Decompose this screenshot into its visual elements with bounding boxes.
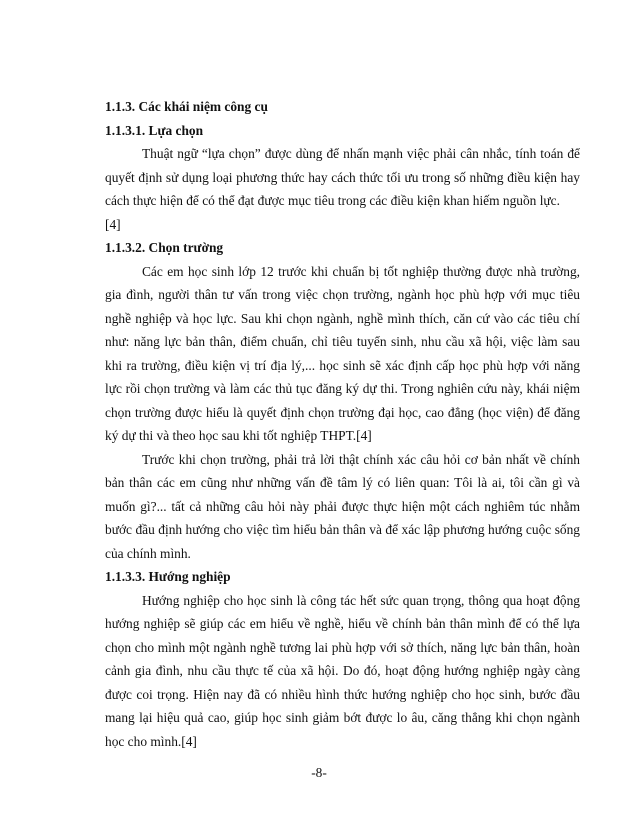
paragraph-lua-chon: Thuật ngữ “lựa chọn” được dùng để nhấn mạnh việc phải cân nhắc, tính toán để quyết định sử dụng loại phương thức hay cách thức tối ưu trong số những điều kiện hay cách thực hiện để có thể đạt được mục tiêu trong các điều kiện khan hiếm nguồn lực. (105, 146, 580, 208)
subsection-heading-huong-nghiep: 1.1.3.3. Hướng nghiệp (105, 569, 231, 584)
subsection-heading-chon-truong: 1.1.3.2. Chọn trường (105, 240, 224, 255)
reference-marker: [4] (105, 216, 121, 232)
subsection-heading-lua-chon: 1.1.3.1. Lựa chọn (105, 122, 204, 138)
section-heading: 1.1.3. Các khái niệm công cụ (105, 99, 268, 114)
page-content (105, 95, 580, 753)
paragraph-huong-nghiep: Hướng nghiệp cho học sinh là công tác hết sức quan trọng, thông qua hoạt động hướng nghiệp sẽ giúp các em hiểu về nghề, hiểu về chính bản thân mình để có thể lựa chọn cho mình một ngành nghề tương lai phù hợp với sở thích, năng lực bản thân, hoàn cảnh gia đình, nhu cầu thực tế của xã hội. Do đó, hoạt động hướng nghiệp ngày càng được coi trọng. Hiện nay đã có nhiều hình thức hướng nghiệp cho học sinh, bước đầu mang lại hiệu quả cao, giúp học sinh giảm bớt được lo âu, căng thẳng khi chọn ngành học cho mình.[4] (105, 592, 580, 749)
paragraph-chon-truong-1: Các em học sinh lớp 12 trước khi chuẩn bị tốt nghiệp thường được nhà trường, gia đình, người thân tư vấn trong việc chọn trường, ngành học phù hợp với mục tiêu nghề nghiệp và học lực. Sau khi chọn ngành, nghề mình thích, căn cứ vào các tiêu chí như: năng lực bản thân, điểm chuẩn, chỉ tiêu tuyển sinh, nhu cầu xã hội, việc làm sau khi ra trường, điều kiện vị trí địa lý,... học sinh sẽ xác định cấp học phù hợp với năng lực rồi chọn trường và làm các thủ tục đăng ký dự thi. Trong nghiên cứu này, khái niệm chọn trường được hiểu là quyết định chọn trường đại học, cao đẳng (học viện) để đăng ký dự thi và theo học sau khi tốt nghiệp THPT.[4] (105, 263, 580, 443)
page-number: -8- (311, 765, 327, 780)
paragraph-chon-truong-2: Trước khi chọn trường, phải trả lời thật chính xác câu hỏi cơ bản nhất về chính bản thân các em cũng như những vấn đề tâm lý có liên quan: Tôi là ai, tôi cần gì và muốn gì?... tất cả những câu hỏi này phải được thực hiện một cách nghiêm túc nhằm bước đầu định hướng cho việc tìm hiểu bản thân và để xác lập phương hướng cuộc sống của chính mình. (105, 451, 580, 561)
